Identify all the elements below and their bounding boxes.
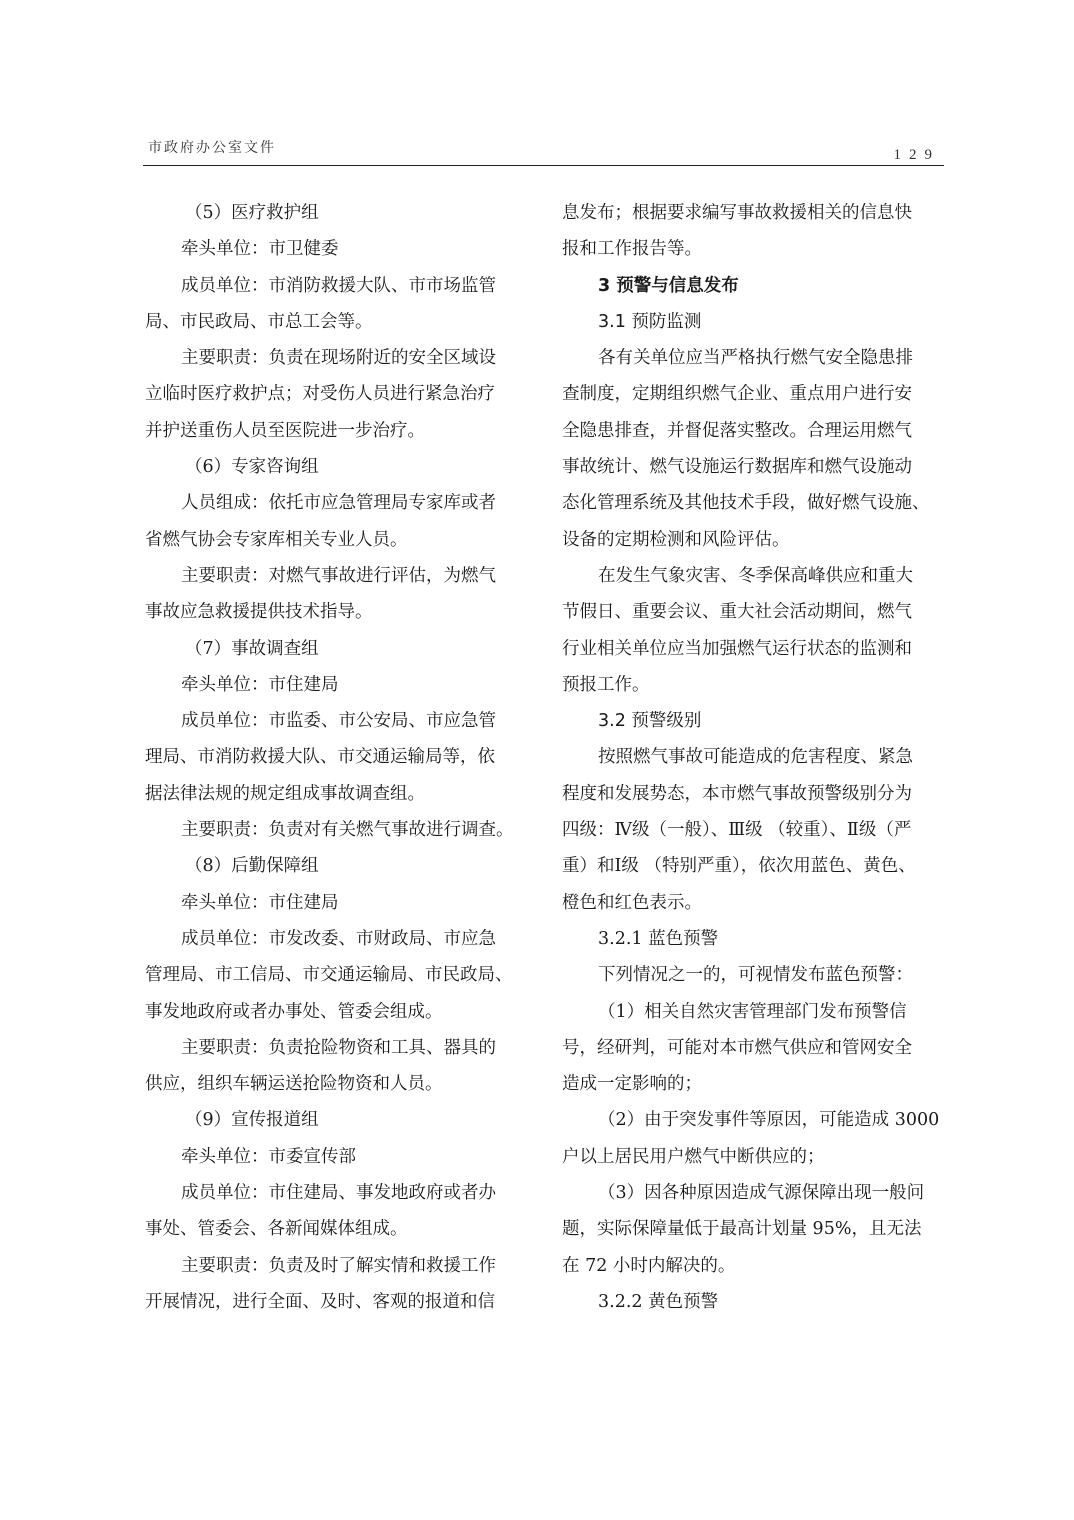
text-line: 橙色和红色表示。 [562, 892, 702, 913]
text-line: 下列情况之一的，可视情发布蓝色预警： [598, 965, 913, 986]
text-line: 报和工作报告等。 [562, 239, 702, 260]
text-line: 预报工作。 [562, 674, 650, 695]
text-line: 牵头单位：市委宣传部 [181, 1146, 356, 1167]
text-line: 管理局、市工信局、市交通运输局、市民政局、 [145, 965, 513, 986]
text-line: 人员组成：依托市应急管理局专家库或者 [181, 493, 496, 514]
text-line: 号，经研判，可能对本市燃气供应和管网安全 [562, 1037, 912, 1058]
text-line: （3）因各种原因造成气源保障出现一般问 [598, 1183, 925, 1204]
text-line: 3.1 预防监测 [598, 311, 702, 332]
text-line: 牵头单位：市住建局 [181, 892, 339, 913]
text-line: 主要职责：负责及时了解实情和救援工作 [181, 1255, 496, 1276]
text-line: 事故统计、燃气设施运行数据库和燃气设施动 [562, 457, 912, 478]
text-line: 程度和发展势态，本市燃气事故预警级别分为 [562, 783, 912, 804]
text-line: 事故应急救援提供技术指导。 [145, 602, 373, 623]
text-line: 主要职责：负责抢险物资和工具、器具的 [181, 1037, 496, 1058]
text-line: 3.2.1 蓝色预警 [598, 928, 719, 949]
text-line: 成员单位：市监委、市公安局、市应急管 [181, 711, 496, 732]
text-line: 牵头单位：市卫健委 [181, 239, 339, 260]
text-line: 成员单位：市发改委、市财政局、市应急 [181, 928, 496, 949]
text-line: （2）由于突发事件等原因，可能造成 3000 [598, 1110, 940, 1131]
text-line: 查制度，定期组织燃气企业、重点用户进行安 [562, 384, 912, 405]
text-line: 四级：Ⅳ级（一般）、Ⅲ级 （较重）、Ⅱ级（严 [562, 820, 912, 841]
text-line: 成员单位：市住建局、事发地政府或者办 [181, 1183, 496, 1204]
text-line: 开展情况，进行全面、及时、客观的报道和信 [145, 1291, 495, 1312]
text-line: 立临时医疗救护点；对受伤人员进行紧急治疗 [145, 384, 495, 405]
text-line: （6）专家咨询组 [185, 457, 319, 478]
document-title: 市政府办公室文件 [148, 140, 276, 156]
text-line: 各有关单位应当严格执行燃气安全隐患排 [598, 348, 913, 369]
text-line: 节假日、重要会议、重大社会活动期间，燃气 [562, 602, 912, 623]
text-line: 行业相关单位应当加强燃气运行状态的监测和 [562, 638, 912, 659]
text-line: 3.2.2 黄色预警 [598, 1291, 719, 1312]
page-number: 129 [893, 147, 940, 163]
text-line: 牵头单位：市住建局 [181, 674, 339, 695]
text-line: （7）事故调查组 [185, 638, 319, 659]
text-line: 省燃气协会专家库相关专业人员。 [145, 529, 408, 550]
text-line: 按照燃气事故可能造成的危害程度、紧急 [598, 747, 913, 768]
page-header [143, 133, 944, 166]
text-line: 事处、管委会、各新闻媒体组成。 [145, 1219, 408, 1240]
text-line: （9）宣传报道组 [185, 1110, 319, 1131]
text-line: 事发地政府或者办事处、管委会组成。 [145, 1001, 443, 1022]
text-line: 成员单位：市消防救援大队、市市场监管 [181, 275, 496, 296]
text-line: 局、市民政局、市总工会等。 [145, 311, 373, 332]
text-line: 全隐患排查，并督促落实整改。合理运用燃气 [562, 420, 912, 441]
text-line: 3 预警与信息发布 [598, 275, 739, 296]
text-line: 主要职责：负责对有关燃气事故进行调查。 [181, 820, 514, 841]
text-line: 3.2 预警级别 [598, 711, 702, 732]
text-line: 主要职责：对燃气事故进行评估，为燃气 [181, 565, 496, 586]
text-line: 据法律法规的规定组成事故调查组。 [145, 783, 425, 804]
text-line: 造成一定影响的； [562, 1074, 702, 1095]
text-line: 并护送重伤人员至医院进一步治疗。 [145, 420, 425, 441]
text-line: 设备的定期检测和风险评估。 [562, 529, 790, 550]
text-line: 在 72 小时内解决的。 [562, 1255, 736, 1276]
text-line: （8）后勤保障组 [185, 856, 319, 877]
text-line: （5）医疗救护组 [185, 203, 319, 223]
text-line: 题，实际保障量低于最高计划量 95%，且无法 [562, 1219, 922, 1240]
text-line: （1）相关自然灾害管理部门发布预警信 [598, 1001, 907, 1022]
text-line: 理局、市消防救援大队、市交通运输局等，依 [145, 747, 495, 768]
text-line: 在发生气象灾害、冬季保高峰供应和重大 [598, 565, 913, 586]
text-line: 重）和Ⅰ级 （特别严重），依次用蓝色、黄色、 [562, 856, 916, 877]
text-line: 息发布；根据要求编写事故救援相关的信息快 [562, 203, 912, 223]
left-column [145, 195, 525, 1320]
right-column [562, 195, 942, 1320]
text-line: 态化管理系统及其他技术手段，做好燃气设施、 [562, 493, 930, 514]
text-line: 主要职责：负责在现场附近的安全区域设 [181, 348, 496, 369]
text-line: 供应，组织车辆运送抢险物资和人员。 [145, 1074, 443, 1095]
text-line: 户以上居民用户燃气中断供应的； [562, 1146, 825, 1167]
